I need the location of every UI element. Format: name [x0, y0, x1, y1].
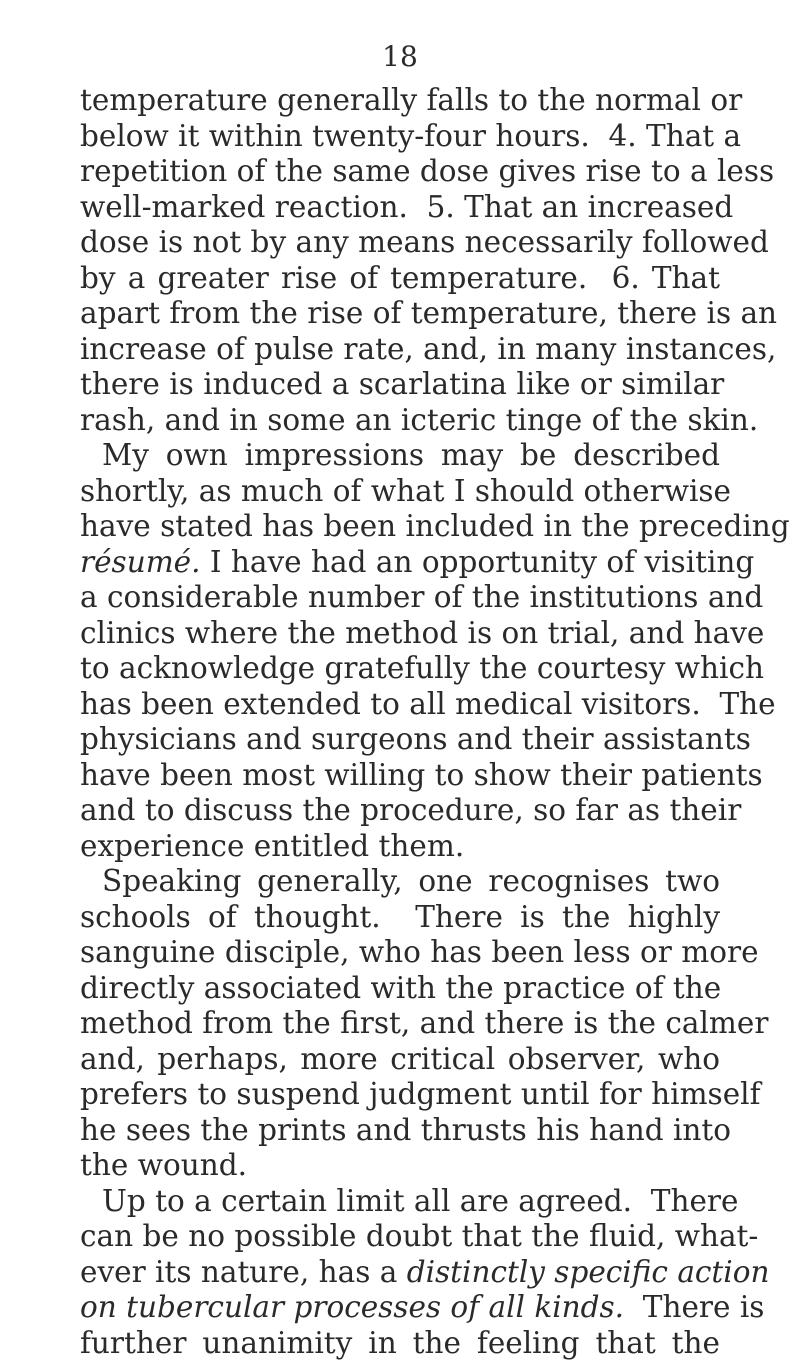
text-line-18: has been extended to all medical visitors. The [80, 687, 720, 723]
text-line-28: and, perhaps, more critical observer, who [80, 1042, 720, 1078]
text-line-9: there is induced a scarlatina like or similar [80, 367, 720, 403]
text-line-32: Up to a certain limit all are agreed. There [80, 1184, 720, 1220]
text-line-12: shortly, as much of what I should otherwise [80, 474, 720, 510]
text-line-11: My own impressions may be described [80, 438, 720, 474]
text-line-19: physicians and surgeons and their assistants [80, 722, 720, 758]
text-line-27: method from the first, and there is the calmer [80, 1006, 720, 1042]
text-line-2: below it within twenty-four hours. 4. That a [80, 119, 720, 155]
text-line-17: to acknowledge gratefully the courtesy which [80, 651, 720, 687]
text-line-10: rash, and in some an icteric tinge of the skin. [80, 403, 720, 439]
text-line-3: repetition of the same dose gives rise to a less [80, 154, 720, 190]
text-line-5: dose is not by any means necessarily followed [80, 225, 720, 261]
text-line-7: apart from the rise of temperature, there is an [80, 296, 720, 332]
text-line-21: and to discuss the procedure, so far as their [80, 793, 720, 829]
text-line-30: he sees the prints and thrusts his hand into [80, 1113, 720, 1149]
text-line-33: can be no possible doubt that the fluid, what- [80, 1219, 720, 1255]
text-line-35: on tubercular processes of all kinds. There is [80, 1290, 720, 1326]
page-number: 18 [0, 42, 800, 72]
text-line-1: temperature generally falls to the normal or [80, 83, 720, 119]
text-line-4: well-marked reaction. 5. That an increased [80, 190, 720, 226]
text-line-20: have been most willing to show their patients [80, 758, 720, 794]
text-line-24: schools of thought. There is the highly [80, 900, 720, 936]
text-line-14: résumé. I have had an opportunity of visiting [80, 545, 720, 581]
text-line-23: Speaking generally, one recognises two [80, 864, 720, 900]
text-line-22: experience entitled them. [80, 829, 720, 865]
text-line-15: a considerable number of the institutions and [80, 580, 720, 616]
text-line-16: clinics where the method is on trial, and have [80, 616, 720, 652]
text-line-26: directly associated with the practice of the [80, 971, 720, 1007]
body-text [80, 83, 720, 1361]
text-line-34: ever its nature, has a distinctly specific action [80, 1255, 720, 1291]
italic-text: on tubercular processes of all kinds. [80, 1290, 624, 1324]
italic-text: distinctly specific action [407, 1255, 770, 1289]
text-line-25: sanguine disciple, who has been less or more [80, 935, 720, 971]
italic-text: résumé. [80, 545, 201, 579]
text-line-31: the wound. [80, 1148, 720, 1184]
text-line-6: by a greater rise of temperature. 6. That [80, 261, 720, 297]
text-line-29: prefers to suspend judgment until for himself [80, 1077, 720, 1113]
text-line-8: increase of pulse rate, and, in many instances, [80, 332, 720, 368]
text-line-36: further unanimity in the feeling that the [80, 1326, 720, 1361]
text-line-13: have stated has been included in the preceding [80, 509, 720, 545]
